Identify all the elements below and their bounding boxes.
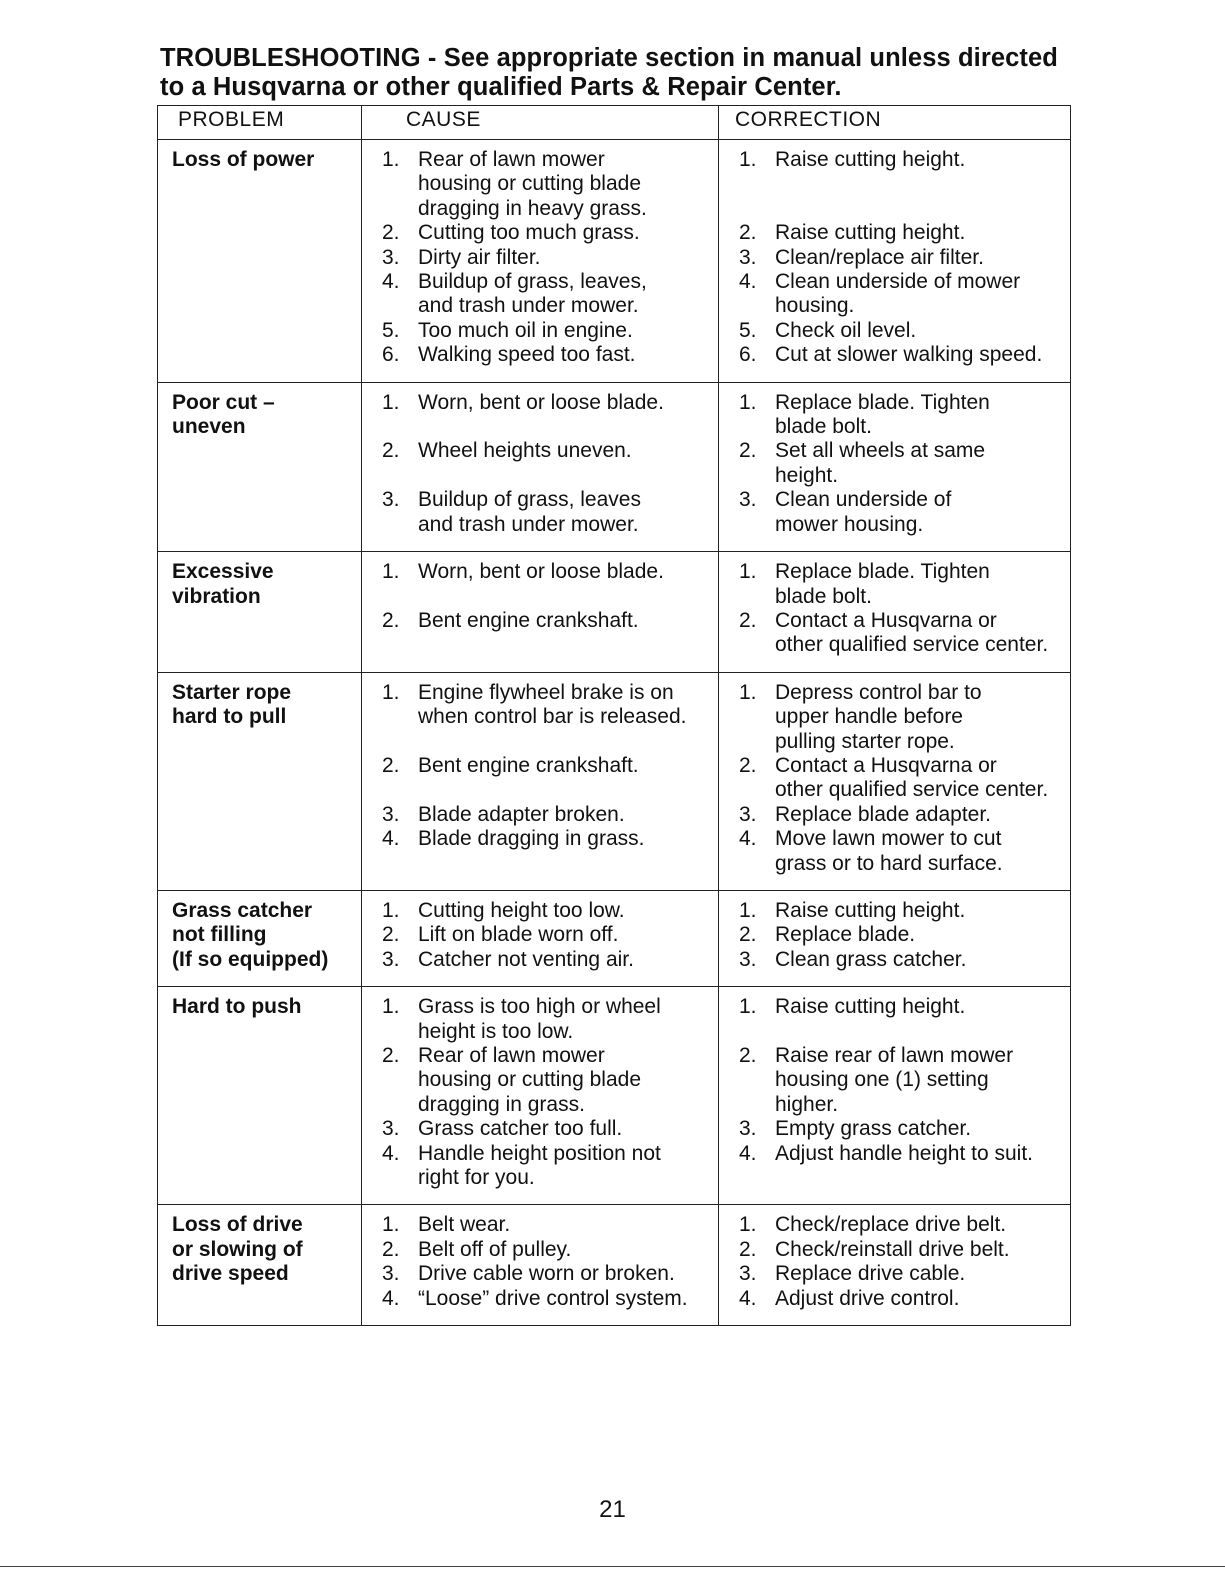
cause-item-line: Belt wear.	[418, 1213, 511, 1237]
correction-item-number: 2.	[739, 753, 757, 777]
correction-item-text	[775, 148, 1070, 221]
cause-item-line: Lift on blade worn off.	[418, 923, 619, 947]
cause-item-number: 2.	[382, 439, 400, 463]
problem-text: Excessive	[172, 560, 274, 584]
correction-item-line: Replace blade. Tighten	[775, 560, 990, 584]
correction-item	[739, 1044, 1070, 1117]
problem-cell	[158, 140, 362, 383]
correction-item-number: 3.	[739, 947, 757, 971]
correction-item-text	[775, 439, 1070, 488]
problem-cell	[158, 1205, 362, 1326]
correction-item-line	[775, 197, 1070, 221]
correction-item-line	[775, 172, 1070, 196]
correction-item-line: height.	[775, 463, 839, 487]
cause-item-number: 4.	[382, 1141, 400, 1165]
cause-item-text	[418, 995, 718, 1044]
correction-item-text	[775, 391, 1070, 440]
correction-item-line: Replace drive cable.	[775, 1262, 966, 1286]
table-row	[158, 672, 1071, 890]
correction-item	[739, 754, 1070, 803]
cause-item-line: height is too low.	[418, 1019, 574, 1043]
problem-text: or slowing of	[172, 1237, 303, 1261]
correction-item-number: 3.	[739, 488, 757, 512]
cause-item-line: Belt off of pulley.	[418, 1237, 572, 1261]
correction-item	[739, 1262, 1070, 1286]
correction-item-text	[775, 1044, 1070, 1117]
cause-item-number: 1.	[382, 898, 400, 922]
cause-cell	[362, 987, 719, 1205]
cause-item-text	[418, 221, 718, 245]
cause-item	[382, 221, 718, 245]
correction-item-line: Move lawn mower to cut	[775, 827, 1002, 851]
cause-item-line: Buildup of grass, leaves	[418, 488, 641, 512]
problem-text: not filling	[172, 923, 267, 947]
table-row	[158, 987, 1071, 1205]
cause-item	[382, 560, 718, 609]
correction-item-line: Check/reinstall drive belt.	[775, 1237, 1010, 1261]
cause-item	[382, 923, 718, 947]
correction-item-line: Replace blade. Tighten	[775, 390, 990, 414]
cause-cell	[362, 890, 719, 986]
correction-item-line: blade bolt.	[775, 584, 872, 608]
cause-cell	[362, 672, 719, 890]
problem-cell	[158, 987, 362, 1205]
cause-item-number: 4.	[382, 1286, 400, 1310]
cause-item-text	[418, 488, 718, 537]
correction-item-number: 3.	[739, 1117, 757, 1141]
problem-cell	[158, 672, 362, 890]
correction-item-line: other qualified service center.	[775, 633, 1049, 657]
correction-item	[739, 1142, 1070, 1166]
correction-item-text	[775, 270, 1070, 319]
correction-item-line: Depress control bar to	[775, 680, 982, 704]
cause-item-line: Buildup of grass, leaves,	[418, 270, 647, 294]
correction-item-number: 1.	[739, 148, 757, 171]
correction-item	[739, 246, 1070, 270]
correction-item-number: 4.	[739, 827, 757, 851]
cause-cell	[362, 1205, 719, 1326]
column-header-cause: CAUSE	[362, 106, 719, 140]
cause-item-text	[418, 803, 718, 827]
cause-item	[382, 391, 718, 440]
cause-item	[382, 270, 718, 319]
table-header-row	[158, 106, 1071, 140]
correction-item-number: 3.	[739, 1262, 757, 1286]
correction-item	[739, 391, 1070, 440]
correction-item-text	[775, 1142, 1070, 1166]
cause-item-line: Bent engine crankshaft.	[418, 753, 639, 777]
problem-text: Loss of drive	[172, 1213, 303, 1237]
correction-item-text	[775, 1287, 1070, 1311]
cause-item-line: Cutting height too low.	[418, 898, 625, 922]
cause-item	[382, 1238, 718, 1262]
correction-item-line: mower housing.	[775, 512, 924, 536]
cause-item-line: and trash under mower.	[418, 512, 639, 536]
cause-item-text	[418, 1117, 718, 1141]
correction-item	[739, 270, 1070, 319]
cause-item	[382, 439, 718, 488]
cause-item-line	[418, 730, 718, 754]
cause-item-number: 1.	[382, 1213, 400, 1237]
correction-item-number: 5.	[739, 318, 757, 342]
cause-item	[382, 609, 718, 633]
cause-item-text	[418, 391, 718, 440]
cause-item	[382, 899, 718, 923]
correction-item-line: higher.	[775, 1092, 839, 1116]
correction-item-line: Empty grass catcher.	[775, 1117, 972, 1141]
cause-item-number: 2.	[382, 1237, 400, 1261]
correction-cell	[719, 1205, 1071, 1326]
troubleshooting-table	[157, 105, 1071, 1326]
correction-item	[739, 1287, 1070, 1311]
cause-item	[382, 343, 718, 367]
correction-item-line: Adjust handle height to suit.	[775, 1141, 1034, 1165]
correction-item-number: 4.	[739, 270, 757, 294]
correction-item	[739, 319, 1070, 343]
correction-item	[739, 923, 1070, 947]
correction-item	[739, 343, 1070, 367]
cause-item-line: Dirty air filter.	[418, 245, 541, 269]
cause-item-line: Walking speed too fast.	[418, 343, 636, 367]
correction-item-number: 3.	[739, 245, 757, 269]
cause-item	[382, 754, 718, 803]
correction-item	[739, 609, 1070, 658]
cause-item	[382, 148, 718, 221]
cause-cell	[362, 140, 719, 383]
correction-item-text	[775, 754, 1070, 803]
cause-item-number: 3.	[382, 488, 400, 512]
correction-item-line: other qualified service center.	[775, 778, 1049, 802]
correction-item	[739, 899, 1070, 923]
cause-item-line: “Loose” drive control system.	[418, 1286, 688, 1310]
cause-item-line: Drive cable worn or broken.	[418, 1262, 675, 1286]
cause-item-line: Bent engine crankshaft.	[418, 608, 639, 632]
correction-cell	[719, 890, 1071, 986]
cause-item-text	[418, 1044, 718, 1117]
cause-item	[382, 1044, 718, 1117]
correction-item-text	[775, 1117, 1070, 1141]
problem-text: Poor cut –	[172, 390, 275, 414]
problem-text: vibration	[172, 584, 261, 608]
problem-cell	[158, 382, 362, 551]
problem-text: drive speed	[172, 1262, 289, 1286]
table-row	[158, 890, 1071, 986]
cause-item	[382, 1262, 718, 1286]
cause-item-line: right for you.	[418, 1166, 535, 1190]
correction-item-text	[775, 923, 1070, 947]
cause-item-number: 5.	[382, 318, 400, 342]
cause-item-line: Cutting too much grass.	[418, 221, 640, 245]
title-line-2: to a Husqvarna or other qualified Parts & Repair Center.	[160, 73, 842, 101]
cause-item-line: and trash under mower.	[418, 294, 639, 318]
correction-item-line: Check oil level.	[775, 318, 917, 342]
correction-item	[739, 803, 1070, 827]
cause-item-text	[418, 899, 718, 923]
correction-item-number: 4.	[739, 1141, 757, 1165]
table-row	[158, 552, 1071, 673]
correction-item	[739, 560, 1070, 609]
correction-item-text	[775, 1262, 1070, 1286]
correction-item	[739, 148, 1070, 221]
correction-item-line: Clean underside of	[775, 488, 952, 512]
problem-text: Grass catcher	[172, 898, 313, 922]
problem-text: Starter rope	[172, 680, 292, 704]
cause-item	[382, 1287, 718, 1311]
correction-item-text	[775, 948, 1070, 972]
cause-item-number: 3.	[382, 1117, 400, 1141]
correction-item-number: 1.	[739, 680, 757, 704]
correction-item-number: 1.	[739, 560, 757, 584]
correction-cell	[719, 987, 1071, 1205]
cause-item-text	[418, 148, 718, 221]
cause-item-text	[418, 319, 718, 343]
correction-item-text	[775, 1238, 1070, 1262]
correction-item-line: Raise cutting height.	[775, 221, 966, 245]
correction-item-line: Cut at slower walking speed.	[775, 343, 1043, 367]
correction-item-text	[775, 827, 1070, 876]
problem-text: Loss of power	[172, 148, 315, 171]
correction-item	[739, 681, 1070, 754]
correction-item-line: Clean underside of mower	[775, 270, 1021, 294]
cause-item-line: dragging in heavy grass.	[418, 196, 647, 220]
correction-item-line: Adjust drive control.	[775, 1286, 960, 1310]
cause-item-text	[418, 560, 718, 609]
page-title	[160, 44, 1080, 102]
correction-item-line: Set all wheels at same	[775, 439, 986, 463]
cause-item-line: Grass catcher too full.	[418, 1117, 623, 1141]
correction-item-text	[775, 488, 1070, 537]
correction-item	[739, 995, 1070, 1044]
correction-item-number: 2.	[739, 1044, 757, 1067]
cause-item-number: 1.	[382, 995, 400, 1019]
problem-text: hard to pull	[172, 705, 287, 729]
cause-item-number: 6.	[382, 343, 400, 367]
cause-item-line	[418, 778, 718, 802]
correction-item-number: 4.	[739, 1286, 757, 1310]
correction-item-number: 2.	[739, 608, 757, 632]
correction-item	[739, 221, 1070, 245]
cause-item-number: 4.	[382, 827, 400, 851]
correction-item	[739, 1238, 1070, 1262]
cause-item-text	[418, 609, 718, 633]
cause-item-line	[418, 464, 718, 488]
correction-item-line: Contact a Husqvarna or	[775, 753, 997, 777]
correction-item-line: blade bolt.	[775, 415, 872, 439]
cause-item-text	[418, 827, 718, 851]
correction-item-text	[775, 681, 1070, 754]
cause-item-line: Blade dragging in grass.	[418, 827, 645, 851]
cause-item-text	[418, 246, 718, 270]
correction-cell	[719, 672, 1071, 890]
table-row	[158, 382, 1071, 551]
cause-item-line: Worn, bent or loose blade.	[418, 560, 664, 584]
cause-item-line: Handle height position not	[418, 1141, 661, 1165]
correction-item-number: 6.	[739, 343, 757, 367]
column-header-problem: PROBLEM	[158, 106, 362, 140]
correction-item-line: Contact a Husqvarna or	[775, 608, 997, 632]
cause-item	[382, 1142, 718, 1191]
cause-item-number: 2.	[382, 608, 400, 632]
cause-item-text	[418, 439, 718, 488]
cause-item	[382, 681, 718, 754]
correction-cell	[719, 552, 1071, 673]
correction-item-number: 3.	[739, 802, 757, 826]
correction-item-text	[775, 995, 1070, 1044]
cause-item-text	[418, 1262, 718, 1286]
page-number: 21	[599, 1496, 626, 1523]
cause-item	[382, 488, 718, 537]
correction-item	[739, 827, 1070, 876]
cause-item-text	[418, 270, 718, 319]
cause-item	[382, 246, 718, 270]
cause-item-number: 2.	[382, 923, 400, 947]
cause-item-line: housing or cutting blade	[418, 1068, 641, 1092]
correction-item-text	[775, 221, 1070, 245]
cause-item-text	[418, 343, 718, 367]
cause-item-line: dragging in grass.	[418, 1092, 585, 1116]
correction-item-text	[775, 803, 1070, 827]
cause-item	[382, 1213, 718, 1237]
cause-item-line: housing or cutting blade	[418, 172, 641, 196]
problem-text: Hard to push	[172, 995, 302, 1019]
correction-item-number: 1.	[739, 995, 757, 1019]
correction-item-number: 1.	[739, 1213, 757, 1237]
cause-item	[382, 319, 718, 343]
cause-item-line: Wheel heights uneven.	[418, 439, 632, 463]
cause-item-line: Catcher not venting air.	[418, 947, 634, 971]
cause-item	[382, 995, 718, 1044]
cause-item-text	[418, 948, 718, 972]
cause-item-number: 3.	[382, 1262, 400, 1286]
cause-item-number: 1.	[382, 560, 400, 584]
correction-item-line: housing one (1) setting	[775, 1068, 989, 1092]
correction-item-text	[775, 343, 1070, 367]
correction-item-line: upper handle before	[775, 705, 963, 729]
cause-item	[382, 827, 718, 851]
correction-item-line: Clean grass catcher.	[775, 947, 967, 971]
correction-cell	[719, 382, 1071, 551]
cause-item-text	[418, 1287, 718, 1311]
correction-item-number: 1.	[739, 390, 757, 414]
problem-text: uneven	[172, 415, 246, 439]
correction-item	[739, 948, 1070, 972]
correction-item	[739, 488, 1070, 537]
correction-item-text	[775, 246, 1070, 270]
cause-item-text	[418, 1238, 718, 1262]
correction-item-line: housing.	[775, 294, 855, 318]
cause-item-line: when control bar is released.	[418, 705, 687, 729]
correction-item-line: Replace blade adapter.	[775, 802, 991, 826]
cause-item-number: 2.	[382, 1044, 400, 1067]
title-line-1: TROUBLESHOOTING - See appropriate section in manual unless directed	[160, 44, 1058, 72]
correction-item-line: Raise cutting height.	[775, 898, 966, 922]
cause-item-line	[418, 415, 718, 439]
cause-item-line: Rear of lawn mower	[418, 1044, 605, 1067]
table-row	[158, 140, 1071, 383]
cause-item-line: Too much oil in engine.	[418, 318, 633, 342]
correction-cell	[719, 140, 1071, 383]
correction-item-text	[775, 609, 1070, 658]
correction-item	[739, 1213, 1070, 1237]
cause-item-line: Grass is too high or wheel	[418, 995, 661, 1019]
column-header-correction: CORRECTION	[719, 106, 1071, 140]
correction-item-text	[775, 560, 1070, 609]
cause-item	[382, 1117, 718, 1141]
correction-item-line: grass or to hard surface.	[775, 851, 1003, 875]
cause-item-number: 3.	[382, 802, 400, 826]
correction-item-line: Raise rear of lawn mower	[775, 1044, 1014, 1067]
correction-item-line	[775, 1020, 1070, 1044]
cause-item-number: 1.	[382, 390, 400, 414]
cause-item-line: Rear of lawn mower	[418, 148, 605, 171]
cause-item-number: 4.	[382, 270, 400, 294]
cause-item	[382, 803, 718, 827]
table-row	[158, 1205, 1071, 1326]
cause-item-line: Worn, bent or loose blade.	[418, 390, 664, 414]
cause-item-line	[418, 585, 718, 609]
correction-item-line: Raise cutting height.	[775, 995, 966, 1019]
correction-item	[739, 1117, 1070, 1141]
problem-cell	[158, 890, 362, 986]
cause-item-text	[418, 1142, 718, 1191]
cause-cell	[362, 552, 719, 673]
correction-item-line: Check/replace drive belt.	[775, 1213, 1007, 1237]
cause-item-number: 1.	[382, 680, 400, 704]
cause-item-number: 3.	[382, 947, 400, 971]
bottom-divider	[0, 1566, 1225, 1567]
correction-item-number: 2.	[739, 923, 757, 947]
correction-item-number: 2.	[739, 1237, 757, 1261]
problem-text: (If so equipped)	[172, 947, 329, 971]
correction-item-line: Clean/replace air filter.	[775, 245, 984, 269]
cause-item-number: 1.	[382, 148, 400, 171]
correction-item-number: 1.	[739, 898, 757, 922]
cause-item-text	[418, 1213, 718, 1237]
cause-item	[382, 948, 718, 972]
cause-item-number: 3.	[382, 245, 400, 269]
correction-item-line: Raise cutting height.	[775, 148, 966, 171]
table-body	[158, 140, 1071, 1326]
correction-item-number: 2.	[739, 439, 757, 463]
correction-item-text	[775, 319, 1070, 343]
problem-cell	[158, 552, 362, 673]
correction-item	[739, 439, 1070, 488]
cause-item-text	[418, 681, 718, 754]
cause-item-number: 2.	[382, 221, 400, 245]
correction-item-text	[775, 899, 1070, 923]
cause-item-line: Engine flywheel brake is on	[418, 680, 674, 704]
cause-item-number: 2.	[382, 753, 400, 777]
correction-item-text	[775, 1213, 1070, 1237]
cause-item-line: Blade adapter broken.	[418, 802, 625, 826]
cause-cell	[362, 382, 719, 551]
cause-item-text	[418, 754, 718, 803]
correction-item-line: Replace blade.	[775, 923, 916, 947]
correction-item-number: 2.	[739, 221, 757, 245]
correction-item-line: pulling starter rope.	[775, 729, 955, 753]
cause-item-text	[418, 923, 718, 947]
